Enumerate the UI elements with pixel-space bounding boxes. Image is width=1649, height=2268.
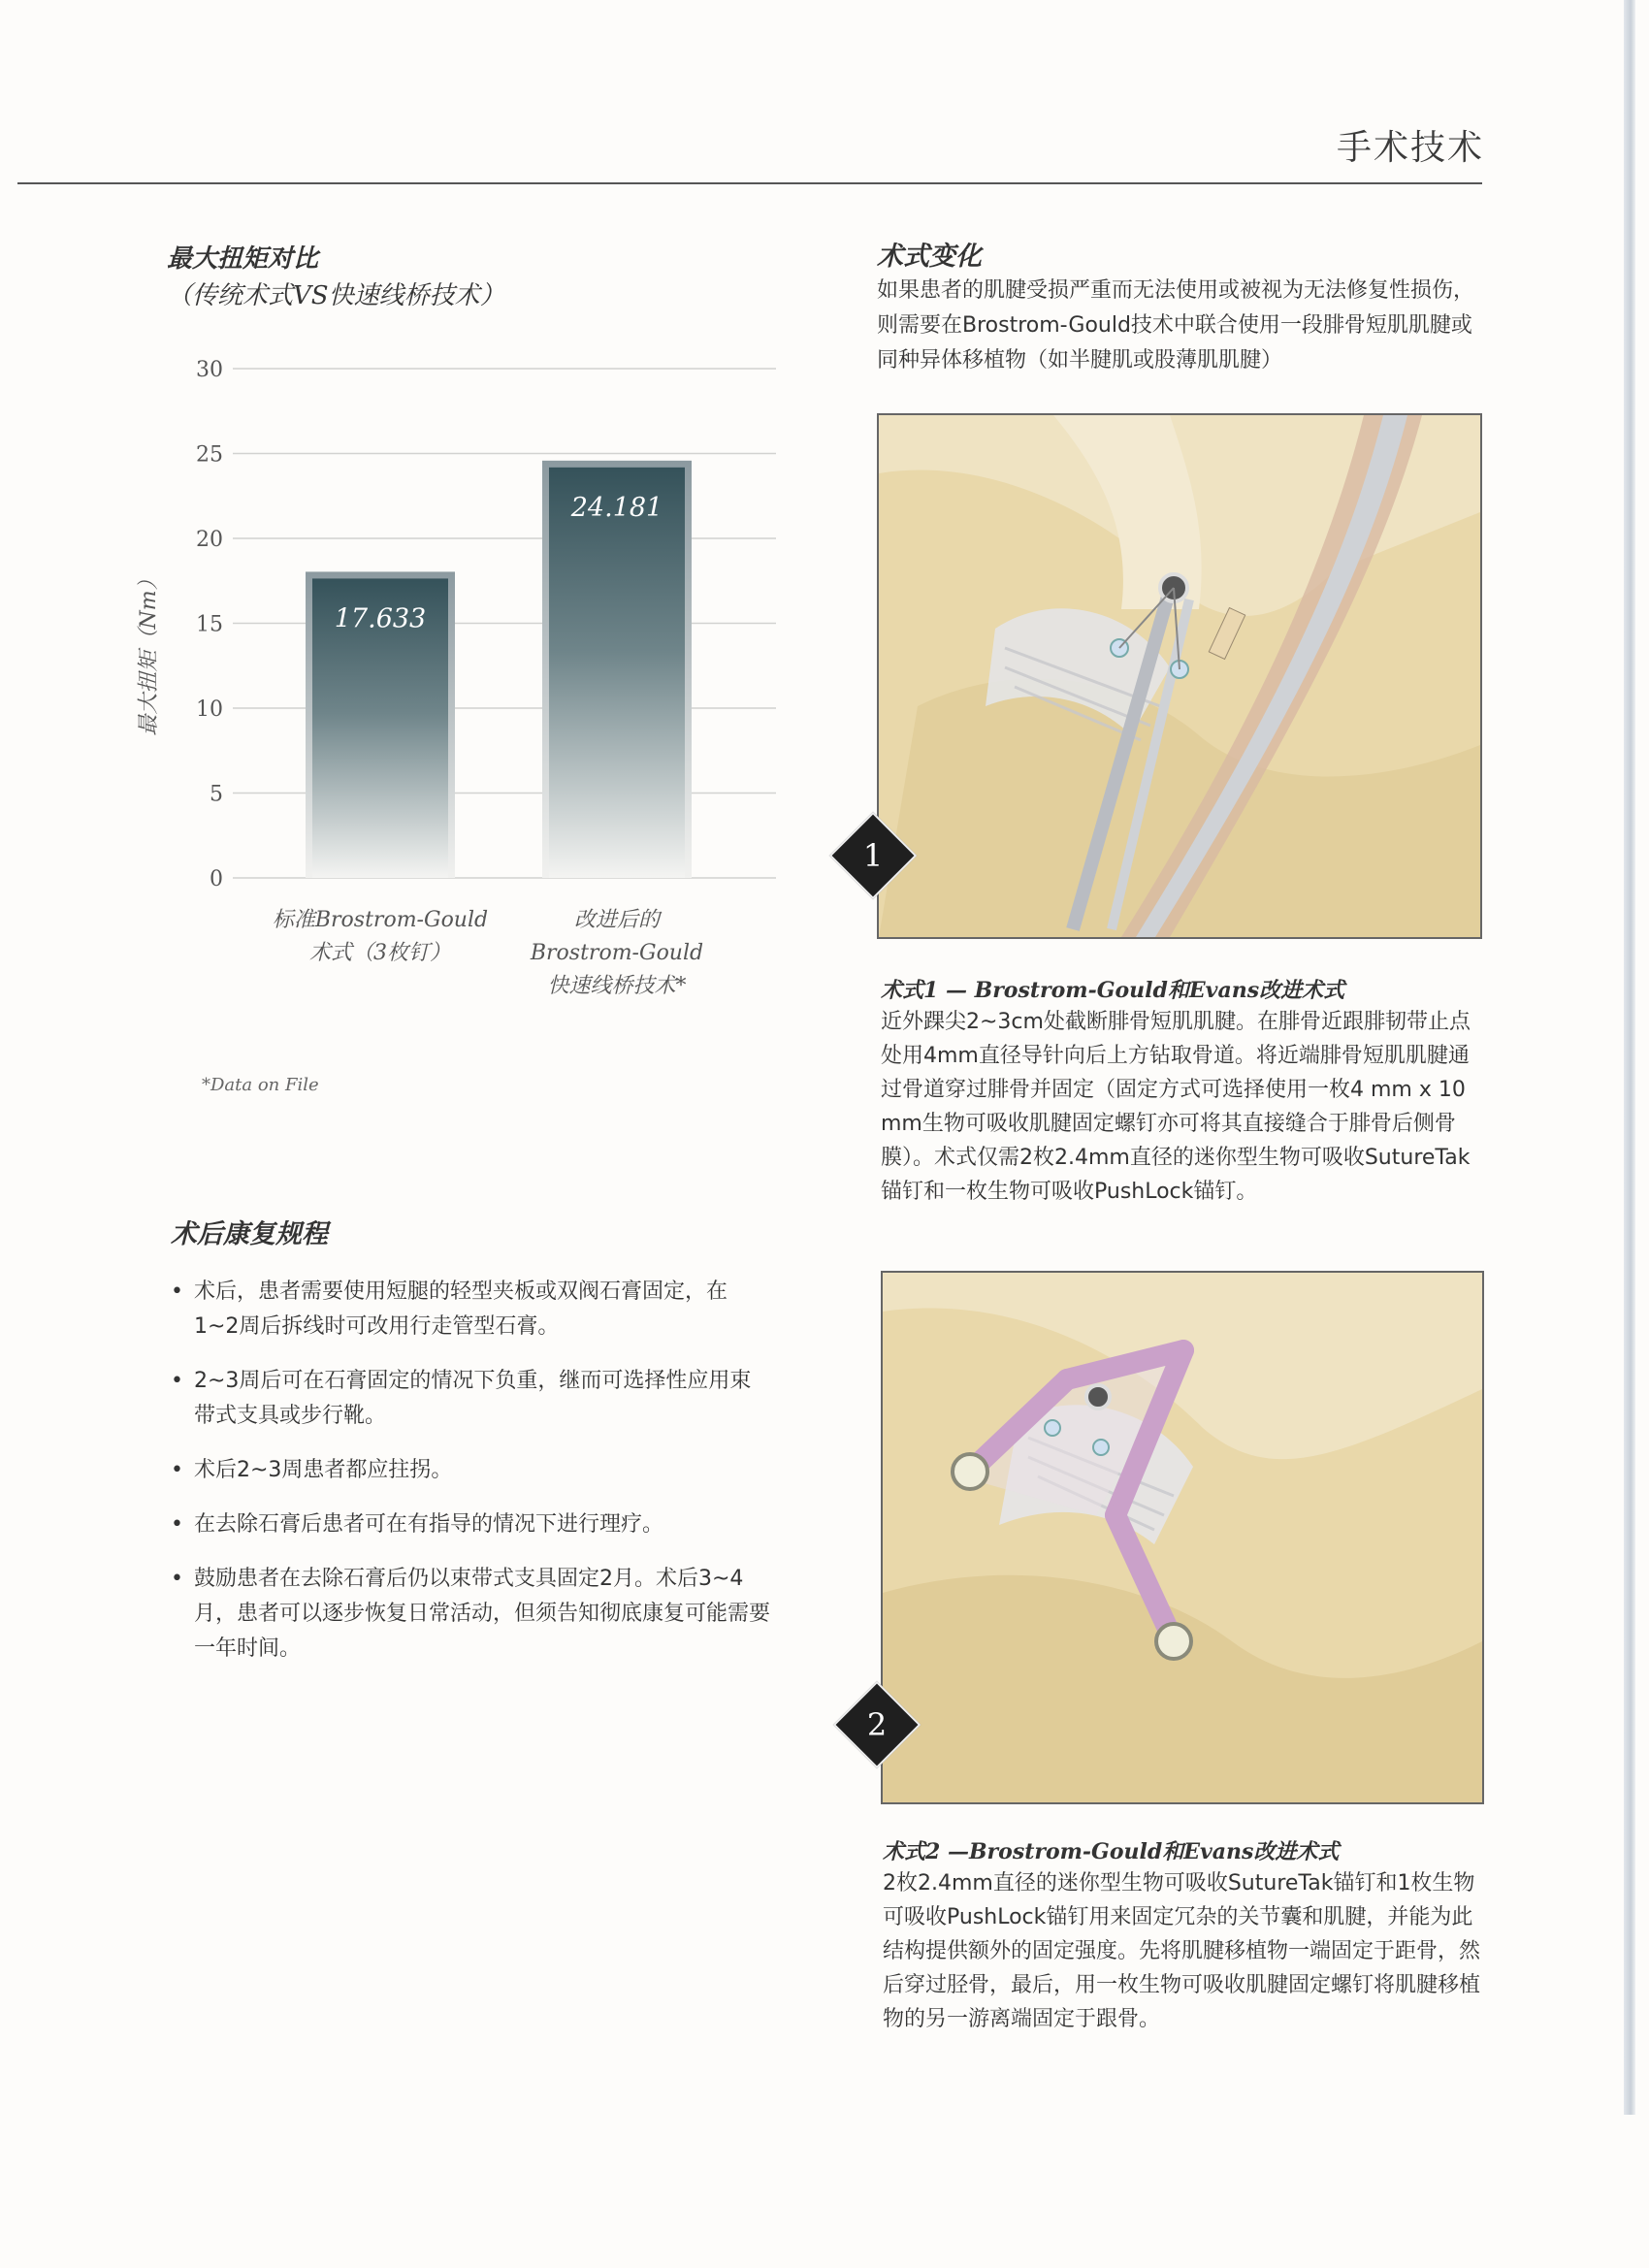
chart-title: 最大扭矩对比 — [167, 244, 319, 274]
x-category-label: Brostrom-Gould — [530, 941, 704, 965]
section-title: 手术技术 — [1336, 128, 1484, 168]
figure-2-caption-body: 2枚2.4mm直径的迷你型生物可吸收SutureTak锚钉和1枚生物可吸收PushLock锚钉用来固定冗杂的关节囊和肌腱，并能为此结构提供额外的固定强度。先将肌腱移植物一端固定于距骨，然后穿过胫骨，最后，用一枚生物可吸收肌腱固定螺钉将肌腱移植物的另一游离端固定于跟骨。 — [883, 1871, 1481, 2031]
list-item: • 术后2~3周患者都应拄拐。 — [171, 1453, 772, 1488]
bar — [549, 468, 685, 878]
variant-text: 如果患者的肌腱受损严重而无法使用或被视为无法修复性损伤，则需要在Brostrom-Gould技术中联合使用一段腓骨短肌肌腱或同种异体移植物（如半腱肌或股薄肌肌腱） — [877, 278, 1475, 373]
x-category-label: 标准Brostrom-Gould — [272, 908, 489, 932]
y-tick-label: 0 — [210, 867, 223, 891]
y-axis-label: 最大扭矩（Nm） — [137, 568, 161, 736]
list-item: • 术后，患者需要使用短腿的轻型夹板或双阀石膏固定，在1~2周后拆线时可改用行走管型石膏。 — [171, 1275, 772, 1345]
page-edge — [1624, 0, 1635, 2115]
list-item: • 在去除石膏后患者可在有指导的情况下进行理疗。 — [171, 1507, 772, 1542]
chart-subtitle: （传统术式VS快速线桥技术） — [167, 281, 505, 310]
rehab-list — [171, 1275, 772, 1686]
y-tick-label: 15 — [196, 612, 223, 637]
list-item: • 2~3周后可在石膏固定的情况下负重，继而可选择性应用束带式支具或步行靴。 — [171, 1364, 772, 1434]
y-tick-label: 10 — [196, 697, 223, 722]
bar-value-label: 24.181 — [570, 492, 663, 523]
surgical-illustration-1 — [877, 413, 1482, 939]
x-category-label: 快速线桥技术* — [547, 974, 687, 998]
figure-2-caption-title: 术式2 —Brostrom-Gould和Evans改进术式 — [883, 1839, 1340, 1864]
badge-number: 1 — [862, 837, 884, 874]
x-category-label: 改进后的 — [573, 908, 661, 932]
y-tick-label: 30 — [196, 358, 223, 382]
badge-number: 2 — [866, 1706, 888, 1743]
variant-heading: 术式变化 — [877, 242, 982, 272]
bar-value-label: 17.633 — [334, 603, 427, 634]
x-category-label: 术式（3枚钉） — [309, 941, 451, 965]
torque-bar-chart — [116, 340, 795, 1038]
figure-1-caption-title: 术式1 — Brostrom-Gould和Evans改进术式 — [881, 978, 1345, 1003]
header-divider — [17, 182, 1482, 184]
figure-1-caption-body: 近外踝尖2~3cm处截断腓骨短肌肌腱。在腓骨近跟腓韧带止点处用4mm直径导针向后上方钻取骨道。将近端腓骨短肌肌腱通过骨道穿过腓骨并固定（固定方式可选择使用一枚4 mm x 10 mm生物可吸收肌腱固定螺钉亦可将其直接缝合于腓骨后侧骨膜）。术式仅需2枚2.4mm直径的迷你型生物可吸收SutureTak锚钉和一枚生物可吸收PushLock锚钉。 — [881, 1010, 1471, 1204]
list-item: • 鼓励患者在去除石膏后仍以束带式支具固定2月。术后3~4月，患者可以逐步恢复日常活动，但须告知彻底康复可能需要一年时间。 — [171, 1562, 772, 1667]
chart-footnote: *Data on File — [202, 1075, 319, 1095]
y-tick-label: 20 — [196, 528, 223, 552]
surgical-illustration-2 — [881, 1271, 1484, 1804]
y-tick-label: 25 — [196, 442, 223, 468]
rehab-heading: 术后康复规程 — [171, 1219, 328, 1249]
y-tick-label: 5 — [210, 782, 223, 807]
